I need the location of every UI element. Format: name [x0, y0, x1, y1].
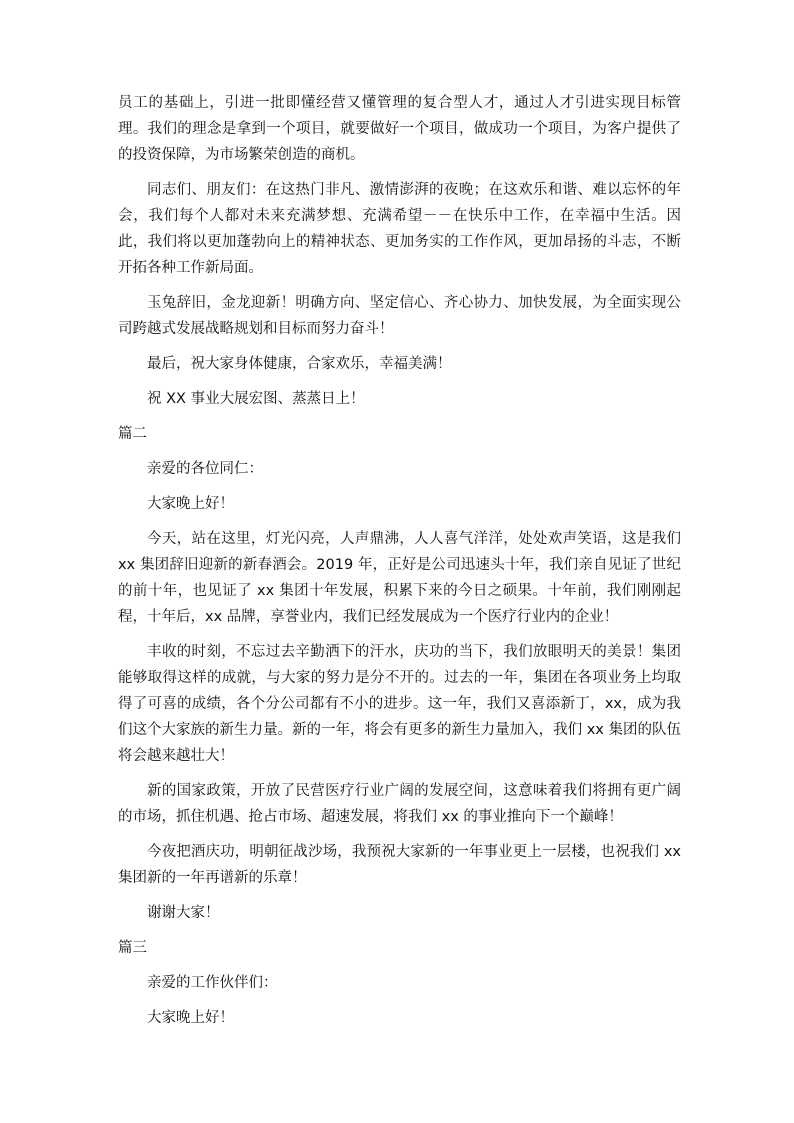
greeting-2: 大家晚上好！: [147, 496, 234, 512]
section-heading-2: 篇二: [118, 426, 147, 442]
paragraph-9: 今天，站在这里，灯光闪亮，人声鼎沸，人人喜气洋洋，处处欢声笑语，这是我们 xx 集团辞旧迎新的新春酒会。2019 年，正好是公司迅速头十年，我们亲自见证了世纪的前十年，也见证了 xx 集团十年发展，积累下来的今日之硕果。十年前，我们刚刚起程，十年后，xx 品牌，享誉业内，我们已经发展成为一个医疗行业内的企业！: [118, 531, 681, 625]
section-heading-3: 篇三: [118, 940, 147, 956]
paragraph-10: 丰收的时刻，不忘过去辛勤洒下的汗水，庆功的当下，我们放眼明天的美景！集团能够取得这样的成就，与大家的努力是分不开的。过去的一年，集团在各项业务上均取得了可喜的成绩，各个分公司都有不小的进步。这一年，我们又喜添新丁，xx，成为我们这个大家族的新生力量。新的一年，将会有更多的新生力量加入，我们 xx 集团的队伍将会越来越壮大！: [118, 644, 681, 764]
document-page: [118, 90, 681, 1040]
salutation-2: 亲爱的各位同仁：: [147, 461, 263, 477]
salutation-3: 亲爱的工作伙伴们：: [147, 975, 278, 991]
paragraph-12: 今夜把酒庆功，明朝征战沙场，我预祝大家新的一年事业更上一层楼，也祝我们 xx 集团新的一年再谱新的乐章！: [118, 844, 681, 886]
paragraph-1: 员工的基础上，引进一批即懂经营又懂管理的复合型人才，通过人才引进实现目标管理。我们的理念是拿到一个项目，就要做好一个项目，做成功一个项目，为客户提供了的投资保障，为市场繁荣创造的商机。: [118, 95, 681, 163]
thanks-2: 谢谢大家！: [147, 905, 220, 921]
paragraph-3: 玉兔辞旧，金龙迎新！明确方向、坚定信心、齐心协力、加快发展，为全面实现公司跨越式发展战略规划和目标而努力奋斗！: [118, 295, 681, 337]
paragraph-2: 同志们、朋友们：在这热门非凡、激情澎湃的夜晚；在这欢乐和谐、难以忘怀的年会，我们每个人都对未来充满梦想、充满希望－－在快乐中工作，在幸福中生活。因此，我们将以更加蓬勃向上的精神状态、更加务实的工作作风，更加昂扬的斗志，不断开拓各种工作新局面。: [118, 182, 681, 276]
greeting-3: 大家晚上好！: [147, 1010, 234, 1026]
paragraph-4: 最后，祝大家身体健康，合家欢乐，幸福美满！: [147, 356, 452, 372]
paragraph-11: 新的国家政策，开放了民营医疗行业广阔的发展空间，这意味着我们将拥有更广阔的市场，抓住机遇、抢占市场、超速发展，将我们 xx 的事业推向下一个巅峰！: [118, 783, 681, 825]
paragraph-5: 祝 XX 事业大展宏图、蒸蒸日上！: [147, 391, 365, 407]
